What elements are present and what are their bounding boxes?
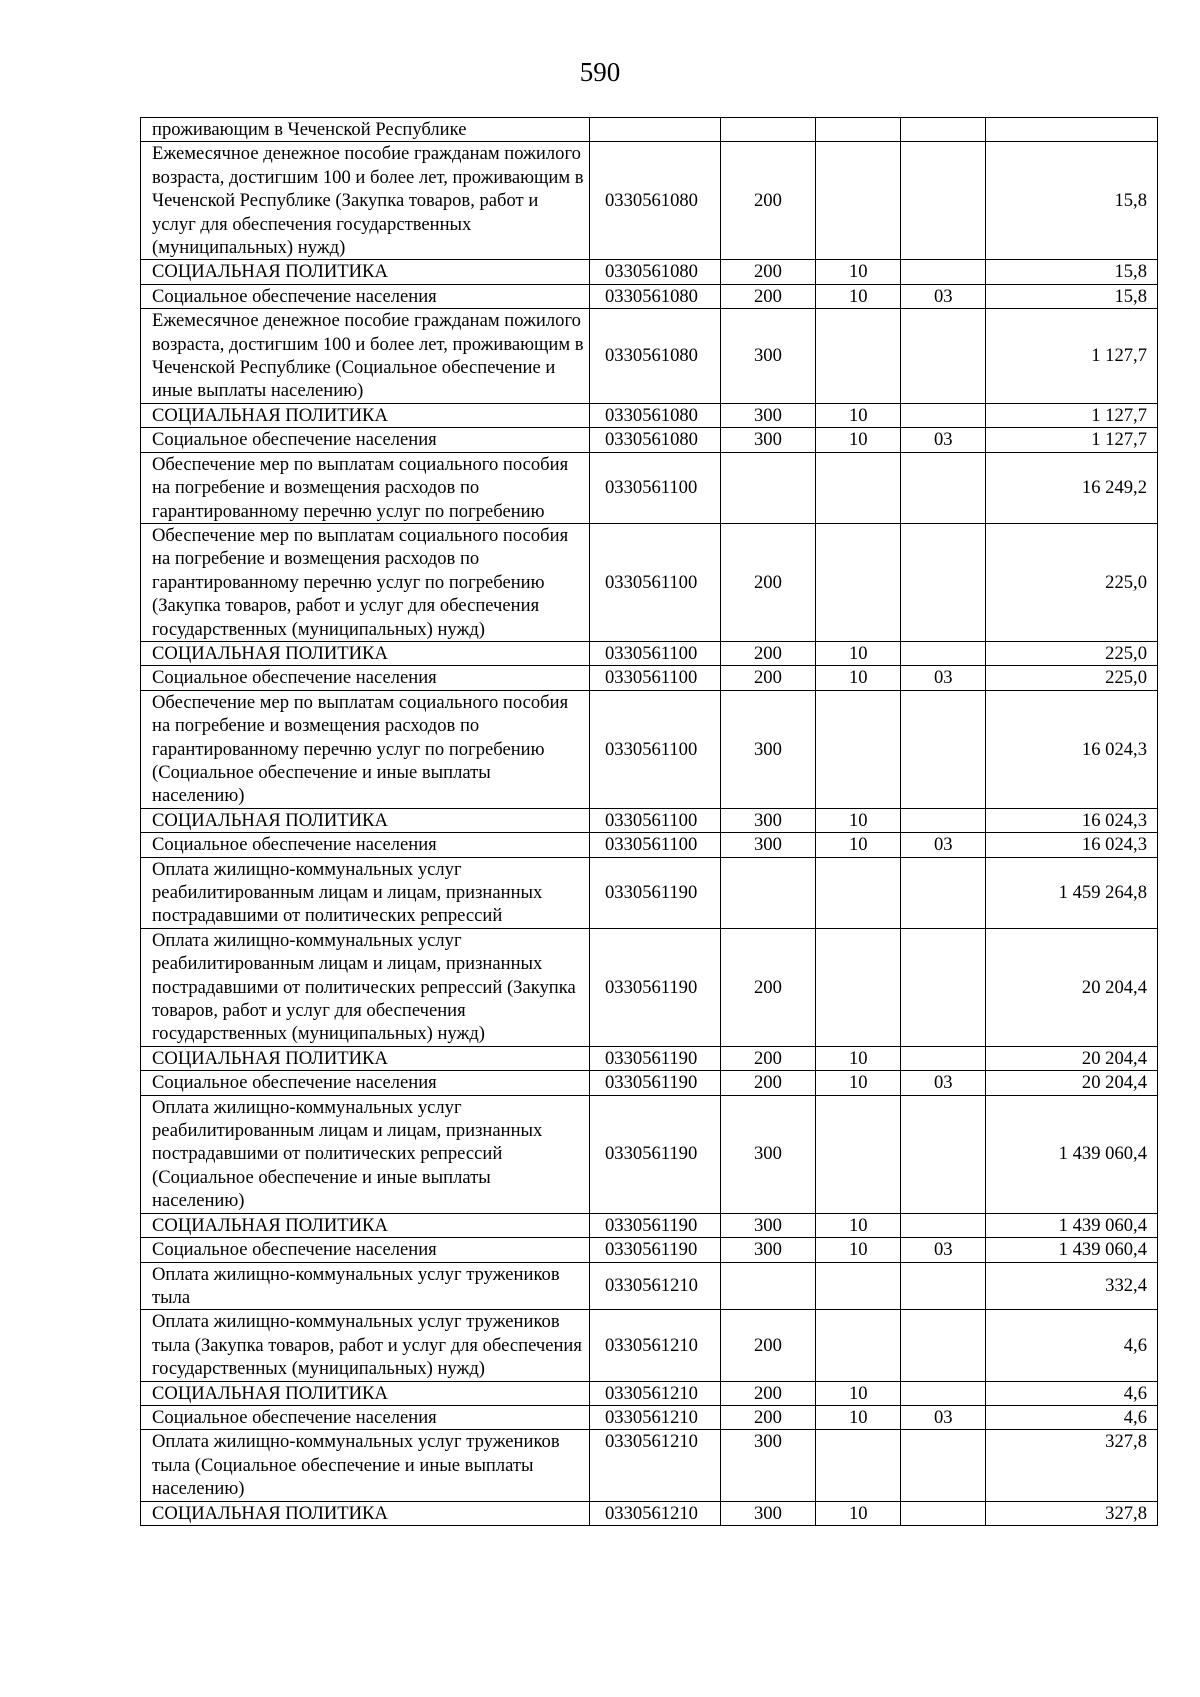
expense-type-cell: 200 bbox=[721, 284, 816, 308]
target-code-cell: 0330561210 bbox=[590, 1381, 721, 1405]
target-code-cell: 0330561190 bbox=[590, 857, 721, 928]
amount-cell: 20 204,4 bbox=[986, 928, 1158, 1046]
table-row bbox=[141, 1071, 1158, 1095]
target-code-cell: 0330561080 bbox=[590, 284, 721, 308]
amount-cell: 16 024,3 bbox=[986, 808, 1158, 832]
amount-cell: 1 127,7 bbox=[986, 403, 1158, 427]
expense-name-cell: Социальное обеспечение населения bbox=[141, 1405, 590, 1429]
subsection-cell bbox=[901, 452, 986, 523]
amount-cell: 225,0 bbox=[986, 523, 1158, 641]
expense-type-cell: 300 bbox=[721, 808, 816, 832]
section-cell bbox=[816, 1095, 901, 1213]
expense-name-cell: Социальное обеспечение населения bbox=[141, 833, 590, 857]
expense-type-cell: 300 bbox=[721, 309, 816, 404]
subsection-cell bbox=[901, 928, 986, 1046]
amount-cell: 20 204,4 bbox=[986, 1071, 1158, 1095]
amount-cell: 15,8 bbox=[986, 142, 1158, 260]
expense-type-cell: 200 bbox=[721, 641, 816, 665]
target-code-cell: 0330561210 bbox=[590, 1310, 721, 1381]
section-cell: 10 bbox=[816, 1501, 901, 1525]
target-code-cell: 0330561100 bbox=[590, 666, 721, 690]
amount-cell: 20 204,4 bbox=[986, 1046, 1158, 1070]
target-code-cell: 0330561190 bbox=[590, 1095, 721, 1213]
section-cell: 10 bbox=[816, 641, 901, 665]
expense-name-cell: Оплата жилищно-коммунальных услуг тружеников тыла (Социальное обеспечение и иные выплаты населению) bbox=[141, 1430, 590, 1501]
expense-name-cell: СОЦИАЛЬНАЯ ПОЛИТИКА bbox=[141, 1046, 590, 1070]
table-row bbox=[141, 1213, 1158, 1237]
expense-type-cell bbox=[721, 857, 816, 928]
amount-cell: 1 459 264,8 bbox=[986, 857, 1158, 928]
section-cell bbox=[816, 142, 901, 260]
subsection-cell bbox=[901, 523, 986, 641]
amount-cell: 1 439 060,4 bbox=[986, 1213, 1158, 1237]
expense-name-cell: Оплата жилищно-коммунальных услуг тружеников тыла bbox=[141, 1262, 590, 1310]
expense-name-cell: Ежемесячное денежное пособие гражданам пожилого возраста, достигшим 100 и более лет, проживающим в Чеченской Республике (Закупка товаров, работ и услуг для обеспечения государственных (муниципальных) нужд) bbox=[141, 142, 590, 260]
expense-name-cell: Оплата жилищно-коммунальных услуг тружеников тыла (Закупка товаров, работ и услуг для обеспечения государственных (муниципальных) нужд) bbox=[141, 1310, 590, 1381]
amount-cell: 327,8 bbox=[986, 1430, 1158, 1501]
subsection-cell: 03 bbox=[901, 284, 986, 308]
expense-name-cell: Социальное обеспечение населения bbox=[141, 1238, 590, 1262]
subsection-cell: 03 bbox=[901, 428, 986, 452]
expense-name-cell: СОЦИАЛЬНАЯ ПОЛИТИКА bbox=[141, 808, 590, 832]
expense-type-cell bbox=[721, 1262, 816, 1310]
section-cell: 10 bbox=[816, 1238, 901, 1262]
expense-type-cell: 300 bbox=[721, 1238, 816, 1262]
target-code-cell bbox=[590, 118, 721, 142]
amount-cell: 16 249,2 bbox=[986, 452, 1158, 523]
section-cell: 10 bbox=[816, 284, 901, 308]
target-code-cell: 0330561100 bbox=[590, 833, 721, 857]
expense-name-cell: Обеспечение мер по выплатам социального пособия на погребение и возмещения расходов по гарантированному перечню услуг по погребению (Закупка товаров, работ и услуг для обеспечения государственных (муниципальных) нужд) bbox=[141, 523, 590, 641]
section-cell bbox=[816, 928, 901, 1046]
target-code-cell: 0330561080 bbox=[590, 403, 721, 427]
section-cell bbox=[816, 309, 901, 404]
amount-cell: 1 127,7 bbox=[986, 309, 1158, 404]
expense-type-cell: 300 bbox=[721, 403, 816, 427]
subsection-cell bbox=[901, 1381, 986, 1405]
expense-type-cell: 200 bbox=[721, 1046, 816, 1070]
section-cell: 10 bbox=[816, 1381, 901, 1405]
table-row bbox=[141, 1405, 1158, 1429]
expense-name-cell: СОЦИАЛЬНАЯ ПОЛИТИКА bbox=[141, 403, 590, 427]
section-cell bbox=[816, 523, 901, 641]
target-code-cell: 0330561080 bbox=[590, 309, 721, 404]
expense-type-cell: 200 bbox=[721, 928, 816, 1046]
expense-type-cell: 300 bbox=[721, 1095, 816, 1213]
table-row bbox=[141, 928, 1158, 1046]
subsection-cell bbox=[901, 142, 986, 260]
target-code-cell: 0330561210 bbox=[590, 1430, 721, 1501]
expense-type-cell bbox=[721, 118, 816, 142]
target-code-cell: 0330561100 bbox=[590, 452, 721, 523]
subsection-cell bbox=[901, 808, 986, 832]
table-row bbox=[141, 142, 1158, 260]
target-code-cell: 0330561100 bbox=[590, 641, 721, 665]
table-row bbox=[141, 309, 1158, 404]
table-row bbox=[141, 1095, 1158, 1213]
table-row bbox=[141, 1310, 1158, 1381]
section-cell: 10 bbox=[816, 1046, 901, 1070]
amount-cell bbox=[986, 118, 1158, 142]
section-cell: 10 bbox=[816, 1405, 901, 1429]
section-cell bbox=[816, 452, 901, 523]
expense-type-cell: 300 bbox=[721, 833, 816, 857]
expense-type-cell: 200 bbox=[721, 260, 816, 284]
section-cell bbox=[816, 1310, 901, 1381]
expense-name-cell: СОЦИАЛЬНАЯ ПОЛИТИКА bbox=[141, 1213, 590, 1237]
expense-name-cell: СОЦИАЛЬНАЯ ПОЛИТИКА bbox=[141, 1381, 590, 1405]
target-code-cell: 0330561210 bbox=[590, 1405, 721, 1429]
target-code-cell: 0330561190 bbox=[590, 1071, 721, 1095]
section-cell bbox=[816, 118, 901, 142]
section-cell bbox=[816, 1262, 901, 1310]
expense-name-cell: Социальное обеспечение населения bbox=[141, 1071, 590, 1095]
budget-table-body bbox=[141, 118, 1158, 1526]
expense-name-cell: проживающим в Чеченской Республике bbox=[141, 118, 590, 142]
table-row bbox=[141, 833, 1158, 857]
amount-cell: 225,0 bbox=[986, 666, 1158, 690]
subsection-cell bbox=[901, 1095, 986, 1213]
amount-cell: 1 439 060,4 bbox=[986, 1095, 1158, 1213]
section-cell: 10 bbox=[816, 1071, 901, 1095]
expense-type-cell: 300 bbox=[721, 428, 816, 452]
target-code-cell: 0330561080 bbox=[590, 260, 721, 284]
amount-cell: 4,6 bbox=[986, 1310, 1158, 1381]
subsection-cell bbox=[901, 690, 986, 808]
budget-table bbox=[140, 117, 1158, 1526]
expense-type-cell: 300 bbox=[721, 1430, 816, 1501]
table-row bbox=[141, 1381, 1158, 1405]
section-cell: 10 bbox=[816, 1213, 901, 1237]
target-code-cell: 0330561190 bbox=[590, 928, 721, 1046]
expense-type-cell: 300 bbox=[721, 1501, 816, 1525]
expense-name-cell: СОЦИАЛЬНАЯ ПОЛИТИКА bbox=[141, 1501, 590, 1525]
subsection-cell: 03 bbox=[901, 833, 986, 857]
amount-cell: 16 024,3 bbox=[986, 690, 1158, 808]
subsection-cell bbox=[901, 118, 986, 142]
expense-name-cell: Социальное обеспечение населения bbox=[141, 284, 590, 308]
subsection-cell: 03 bbox=[901, 1238, 986, 1262]
section-cell: 10 bbox=[816, 260, 901, 284]
expense-name-cell: Ежемесячное денежное пособие гражданам пожилого возраста, достигшим 100 и более лет, проживающим в Чеченской Республике (Социальное обеспечение и иные выплаты населению) bbox=[141, 309, 590, 404]
subsection-cell bbox=[901, 1213, 986, 1237]
section-cell: 10 bbox=[816, 666, 901, 690]
table-row bbox=[141, 452, 1158, 523]
table-row bbox=[141, 808, 1158, 832]
expense-type-cell: 200 bbox=[721, 523, 816, 641]
table-row bbox=[141, 260, 1158, 284]
expense-name-cell: СОЦИАЛЬНАЯ ПОЛИТИКА bbox=[141, 641, 590, 665]
target-code-cell: 0330561190 bbox=[590, 1238, 721, 1262]
expense-name-cell: Оплата жилищно-коммунальных услуг реабилитированным лицам и лицам, признанных пострадавшими от политических репрессий (Закупка товаров, работ и услуг для обеспечения государственных (муниципальных) нужд) bbox=[141, 928, 590, 1046]
amount-cell: 1 439 060,4 bbox=[986, 1238, 1158, 1262]
target-code-cell: 0330561190 bbox=[590, 1046, 721, 1070]
target-code-cell: 0330561100 bbox=[590, 523, 721, 641]
amount-cell: 225,0 bbox=[986, 641, 1158, 665]
table-row bbox=[141, 428, 1158, 452]
expense-type-cell: 200 bbox=[721, 1405, 816, 1429]
expense-name-cell: Социальное обеспечение населения bbox=[141, 428, 590, 452]
expense-type-cell: 300 bbox=[721, 690, 816, 808]
subsection-cell: 03 bbox=[901, 1071, 986, 1095]
expense-type-cell: 200 bbox=[721, 142, 816, 260]
section-cell: 10 bbox=[816, 808, 901, 832]
subsection-cell bbox=[901, 309, 986, 404]
target-code-cell: 0330561210 bbox=[590, 1501, 721, 1525]
table-row bbox=[141, 118, 1158, 142]
target-code-cell: 0330561100 bbox=[590, 690, 721, 808]
subsection-cell bbox=[901, 1430, 986, 1501]
subsection-cell bbox=[901, 1310, 986, 1381]
subsection-cell bbox=[901, 857, 986, 928]
target-code-cell: 0330561080 bbox=[590, 428, 721, 452]
target-code-cell: 0330561080 bbox=[590, 142, 721, 260]
target-code-cell: 0330561210 bbox=[590, 1262, 721, 1310]
table-row bbox=[141, 1046, 1158, 1070]
expense-name-cell: Обеспечение мер по выплатам социального пособия на погребение и возмещения расходов по гарантированному перечню услуг по погребению (Социальное обеспечение и иные выплаты населению) bbox=[141, 690, 590, 808]
amount-cell: 4,6 bbox=[986, 1405, 1158, 1429]
subsection-cell bbox=[901, 403, 986, 427]
expense-name-cell: Социальное обеспечение населения bbox=[141, 666, 590, 690]
table-row bbox=[141, 666, 1158, 690]
expense-type-cell: 200 bbox=[721, 1071, 816, 1095]
subsection-cell bbox=[901, 1262, 986, 1310]
target-code-cell: 0330561190 bbox=[590, 1213, 721, 1237]
table-row bbox=[141, 641, 1158, 665]
expense-type-cell: 300 bbox=[721, 1213, 816, 1237]
subsection-cell bbox=[901, 641, 986, 665]
expense-type-cell: 200 bbox=[721, 666, 816, 690]
expense-type-cell: 200 bbox=[721, 1381, 816, 1405]
table-row bbox=[141, 284, 1158, 308]
table-row bbox=[141, 1238, 1158, 1262]
amount-cell: 4,6 bbox=[986, 1381, 1158, 1405]
section-cell: 10 bbox=[816, 403, 901, 427]
amount-cell: 15,8 bbox=[986, 260, 1158, 284]
section-cell bbox=[816, 857, 901, 928]
subsection-cell: 03 bbox=[901, 666, 986, 690]
table-row bbox=[141, 1262, 1158, 1310]
page-number: 590 bbox=[579, 57, 621, 87]
amount-cell: 16 024,3 bbox=[986, 833, 1158, 857]
table-row bbox=[141, 403, 1158, 427]
amount-cell: 15,8 bbox=[986, 284, 1158, 308]
table-row bbox=[141, 1430, 1158, 1501]
expense-name-cell: Оплата жилищно-коммунальных услуг реабилитированным лицам и лицам, признанных пострадавшими от политических репрессий (Социальное обеспечение и иные выплаты населению) bbox=[141, 1095, 590, 1213]
amount-cell: 332,4 bbox=[986, 1262, 1158, 1310]
expense-name-cell: Обеспечение мер по выплатам социального пособия на погребение и возмещения расходов по гарантированному перечню услуг по погребению bbox=[141, 452, 590, 523]
section-cell: 10 bbox=[816, 428, 901, 452]
expense-type-cell: 200 bbox=[721, 1310, 816, 1381]
table-row bbox=[141, 857, 1158, 928]
section-cell bbox=[816, 1430, 901, 1501]
subsection-cell bbox=[901, 1046, 986, 1070]
expense-name-cell: Оплата жилищно-коммунальных услуг реабилитированным лицам и лицам, признанных пострадавшими от политических репрессий bbox=[141, 857, 590, 928]
expense-type-cell bbox=[721, 452, 816, 523]
section-cell: 10 bbox=[816, 833, 901, 857]
amount-cell: 327,8 bbox=[986, 1501, 1158, 1525]
table-row bbox=[141, 1501, 1158, 1525]
amount-cell: 1 127,7 bbox=[986, 428, 1158, 452]
expense-name-cell: СОЦИАЛЬНАЯ ПОЛИТИКА bbox=[141, 260, 590, 284]
subsection-cell bbox=[901, 260, 986, 284]
section-cell bbox=[816, 690, 901, 808]
subsection-cell bbox=[901, 1501, 986, 1525]
table-row bbox=[141, 523, 1158, 641]
target-code-cell: 0330561100 bbox=[590, 808, 721, 832]
subsection-cell: 03 bbox=[901, 1405, 986, 1429]
table-row bbox=[141, 690, 1158, 808]
